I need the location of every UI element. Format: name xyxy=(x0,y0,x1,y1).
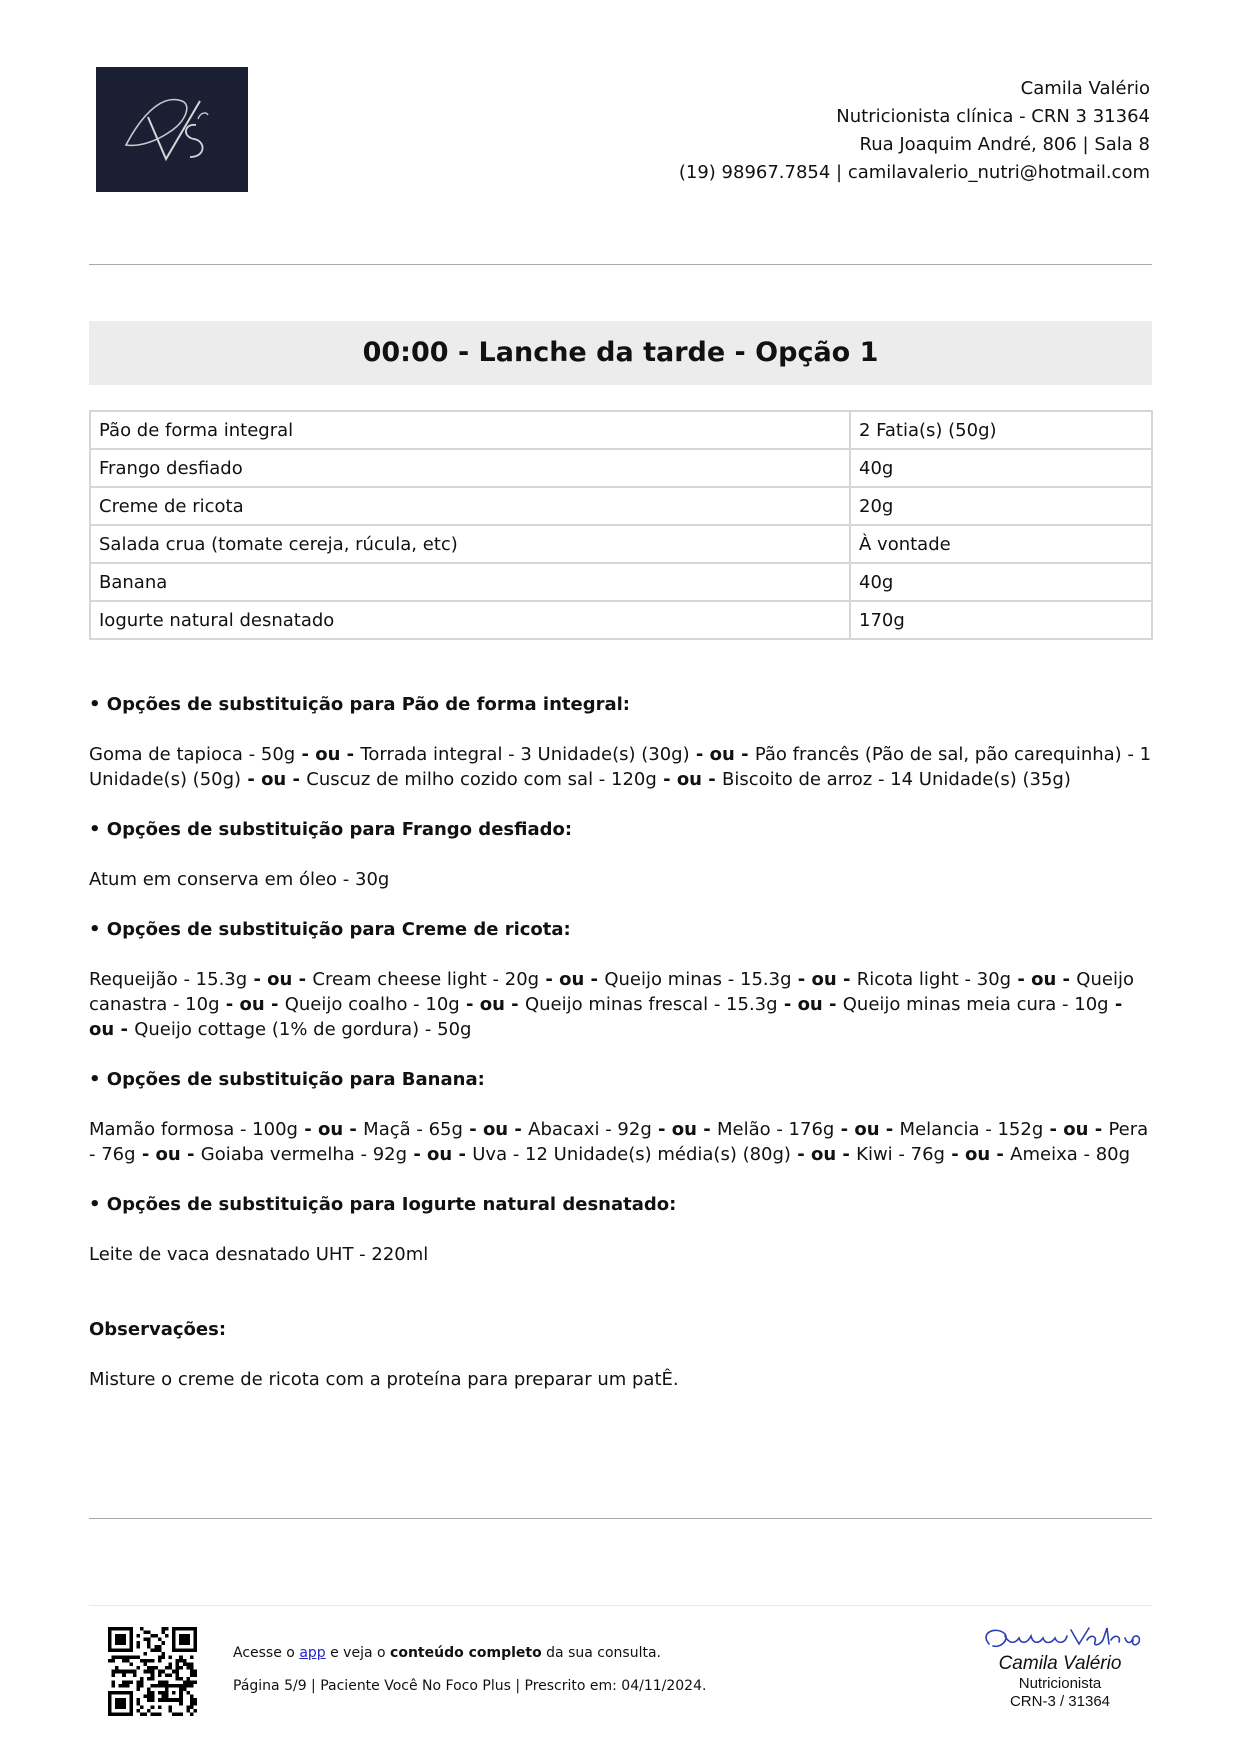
substitution-option: Pão francês (Pão de sal, pão carequinha) - 1 Unidade(s) (50g) xyxy=(89,744,1152,790)
food-quantity: À vontade xyxy=(850,525,1152,563)
substitution-option: Goiaba vermelha - 92g xyxy=(200,1144,408,1165)
logo-monogram xyxy=(96,67,248,192)
observations-title: Observações: xyxy=(89,1319,227,1340)
or-separator: - ou - xyxy=(656,769,723,790)
substitution-option: Goma de tapioca - 50g xyxy=(89,744,296,765)
footer-app-line xyxy=(233,1645,661,1661)
food-quantity: 40g xyxy=(850,563,1152,601)
substitution-option: Mamão formosa - 100g xyxy=(89,1119,298,1140)
or-separator: - ou - xyxy=(944,1144,1011,1165)
substitution-option: Torrada integral - 3 Unidade(s) (30g) xyxy=(360,744,690,765)
food-quantity: 2 Fatia(s) (50g) xyxy=(850,411,1152,449)
substitution-title: • Opções de substituição para Iogurte natural desnatado: xyxy=(89,1194,677,1215)
or-separator: - ou - xyxy=(135,1144,201,1165)
table-row xyxy=(90,411,1152,449)
food-name: Pão de forma integral xyxy=(90,411,850,449)
or-separator: - ou - xyxy=(462,1119,529,1140)
professional-contact: (19) 98967.7854 | camilavalerio_nutri@hotmail.com xyxy=(678,162,1150,183)
substitution-option: Kiwi - 76g xyxy=(856,1144,945,1165)
header-divider xyxy=(89,264,1152,265)
substitution-option: Queijo canastra - 10g xyxy=(89,969,1134,1015)
substitution-options xyxy=(89,867,1152,892)
or-separator: - ou - xyxy=(247,969,313,990)
substitution-option: Maçã - 65g xyxy=(363,1119,463,1140)
observations-text: Misture o creme de ricota com a proteína para preparar um patÊ. xyxy=(89,1369,679,1390)
footer-page-info: Página 5/9 | Paciente Você No Foco Plus | Prescrito em: 04/11/2024. xyxy=(233,1678,707,1694)
or-separator: - ou - xyxy=(1011,969,1077,990)
header-info xyxy=(679,75,1150,187)
substitution-option: Queijo cottage (1% de gordura) - 50g xyxy=(134,1019,472,1040)
substitution-options xyxy=(89,1242,1152,1267)
substitution-title: • Opções de substituição para Frango desfiado: xyxy=(89,819,573,840)
or-separator: - ou - xyxy=(777,994,843,1015)
footer-divider-light xyxy=(89,1605,1152,1606)
signature-name: Camila Valério xyxy=(998,1653,1122,1674)
signature-stamp xyxy=(975,1622,1145,1712)
meal-title: 00:00 - Lanche da tarde - Opção 1 xyxy=(89,321,1152,385)
footer-bold-text: conteúdo completo xyxy=(390,1645,542,1661)
footer-text-segment: e veja o xyxy=(325,1645,391,1661)
substitution-option: Requeijão - 15.3g xyxy=(89,969,248,990)
substitution-groups xyxy=(89,692,1152,1267)
substitution-title: • Opções de substituição para Creme de ricota: xyxy=(89,919,571,940)
table-row xyxy=(90,487,1152,525)
signature-role: Nutricionista xyxy=(1018,1675,1102,1692)
substitution-option: Abacaxi - 92g xyxy=(528,1119,652,1140)
professional-name: Camila Valério xyxy=(1020,78,1150,99)
or-separator: - ou - xyxy=(791,969,857,990)
substitution-options xyxy=(89,1117,1152,1167)
or-separator: - ou - xyxy=(89,994,1123,1040)
qr-code[interactable] xyxy=(108,1627,197,1716)
or-separator: - ou - xyxy=(651,1119,717,1140)
food-quantity: 170g xyxy=(850,601,1152,639)
or-separator: - ou - xyxy=(790,1144,857,1165)
substitution-option: Atum em conserva em óleo - 30g xyxy=(89,869,390,890)
substitution-option: Cuscuz de milho cozido com sal - 120g xyxy=(306,769,657,790)
or-separator: - ou - xyxy=(459,994,525,1015)
substitution-option: Queijo coalho - 10g xyxy=(284,994,460,1015)
footer-text-segment: da sua consulta. xyxy=(541,1645,661,1661)
app-link[interactable]: app xyxy=(299,1645,326,1661)
food-name: Frango desfiado xyxy=(90,449,850,487)
table-row xyxy=(90,449,1152,487)
substitution-option: Queijo minas meia cura - 10g xyxy=(842,994,1109,1015)
or-separator: - ou - xyxy=(407,1144,473,1165)
food-name: Banana xyxy=(90,563,850,601)
signature-crn: CRN-3 / 31364 xyxy=(1009,1693,1111,1710)
substitution-option: Leite de vaca desnatado UHT - 220ml xyxy=(89,1244,429,1265)
substitution-option: Uva - 12 Unidade(s) média(s) (80g) xyxy=(472,1144,791,1165)
food-name: Iogurte natural desnatado xyxy=(90,601,850,639)
or-separator: - ou - xyxy=(297,1119,364,1140)
substitution-option: Melão - 176g xyxy=(716,1119,835,1140)
food-quantity: 40g xyxy=(850,449,1152,487)
food-name: Creme de ricota xyxy=(90,487,850,525)
table-row xyxy=(90,563,1152,601)
substitution-option: Melancia - 152g xyxy=(899,1119,1044,1140)
or-separator: - ou - xyxy=(1043,1119,1109,1140)
food-table xyxy=(89,410,1153,640)
substitution-option: Cream cheese light - 20g xyxy=(312,969,540,990)
substitutions-section xyxy=(89,692,1152,1392)
food-name: Salada crua (tomate cereja, rúcula, etc) xyxy=(90,525,850,563)
or-separator: - ou - xyxy=(834,1119,900,1140)
substitution-option: Queijo minas - 15.3g xyxy=(604,969,792,990)
food-quantity: 20g xyxy=(850,487,1152,525)
logo xyxy=(96,67,248,192)
substitution-option: Ameixa - 80g xyxy=(1010,1144,1131,1165)
or-separator: - ou - xyxy=(539,969,605,990)
professional-address: Rua Joaquim André, 806 | Sala 8 xyxy=(859,134,1150,155)
professional-title: Nutricionista clínica - CRN 3 31364 xyxy=(836,106,1150,127)
substitution-title: • Opções de substituição para Pão de forma integral: xyxy=(89,694,630,715)
substitution-option: Pera - 76g xyxy=(89,1119,1149,1165)
substitution-option: Biscoito de arroz - 14 Unidade(s) (35g) xyxy=(722,769,1071,790)
substitution-options xyxy=(89,742,1152,792)
footer-text-segment: Acesse o xyxy=(233,1645,300,1661)
or-separator: - ou - xyxy=(689,744,755,765)
qr-code-icon xyxy=(108,1627,197,1716)
substitution-option: Ricota light - 30g xyxy=(856,969,1012,990)
or-separator: - ou - xyxy=(241,769,307,790)
or-separator: - ou - xyxy=(295,744,361,765)
substitution-options xyxy=(89,967,1152,1042)
or-separator: - ou - xyxy=(219,994,285,1015)
substitution-option: Queijo minas frescal - 15.3g xyxy=(524,994,778,1015)
table-row xyxy=(90,525,1152,563)
substitution-title: • Opções de substituição para Banana: xyxy=(89,1069,485,1090)
footer-divider xyxy=(89,1518,1152,1519)
table-row xyxy=(90,601,1152,639)
